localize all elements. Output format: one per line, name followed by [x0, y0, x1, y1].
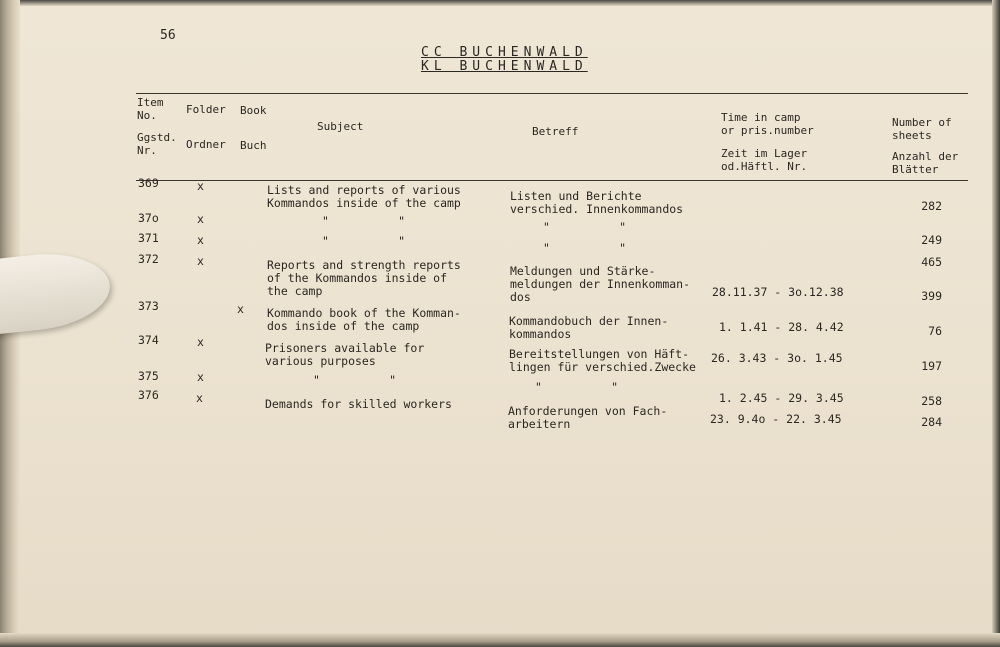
page-right-edge [992, 0, 1000, 647]
bookmark-tab [0, 247, 114, 337]
row-374-subject: Prisoners available for various purposes [265, 341, 425, 368]
row-369-folder: x [197, 179, 204, 193]
row-373-book: x [237, 302, 244, 316]
page-number: 56 [160, 28, 176, 43]
row-373-betreff: Kommandobuch der Innen- kommandos [509, 314, 669, 341]
header-folder-de: Ordner [186, 138, 226, 151]
page-bottom-edge [0, 633, 1000, 647]
page-top-edge [0, 0, 1000, 6]
row-376-item: 376 [138, 388, 159, 402]
row-375-time: 1. 2.45 - 29. 3.45 [719, 391, 844, 405]
header-sheets-en: Number of sheets [892, 116, 952, 142]
extra-sheets-value: 284 [921, 415, 942, 429]
row-372-subject: Reports and strength reports of the Kommandos inside of the camp [267, 258, 461, 298]
row-370-item: 37o [138, 211, 159, 225]
row-370-subject: " " [322, 214, 406, 228]
row-374-item: 374 [138, 333, 159, 347]
header-sheets-de: Anzahl der Blätter [892, 150, 959, 176]
row-372-betreff: Meldungen und Stärke- meldungen der Innenkomman- dos [510, 264, 691, 304]
row-369-sheets: 282 [921, 199, 942, 213]
row-374-folder: x [197, 335, 204, 349]
header-time-de: Zeit im Lager od.Häftl. Nr. [721, 147, 808, 173]
title-line-1: CC BUCHENWALD [421, 45, 588, 60]
row-376-sheets: 258 [921, 394, 942, 408]
row-371-item: 371 [138, 231, 159, 245]
header-folder-en: Folder [186, 103, 226, 116]
row-375-item: 375 [138, 369, 159, 383]
header-betreff: Betreff [532, 125, 579, 138]
row-372-folder: x [197, 254, 204, 268]
row-375-folder: x [197, 370, 204, 384]
header-book-de: Buch [240, 139, 267, 152]
row-373-sheets: 399 [921, 289, 942, 303]
row-372-item: 372 [138, 252, 159, 266]
row-375-sheets: 197 [921, 359, 942, 373]
row-376-betreff: Anforderungen von Fach- arbeitern [508, 404, 668, 431]
row-370-betreff: " " [543, 220, 627, 234]
header-time-en: Time in camp or pris.number [721, 111, 814, 137]
row-369-subject: Lists and reports of various Kommandos inside of the camp [267, 183, 461, 210]
row-375-subject: " " [313, 373, 397, 387]
row-372-time: 28.11.37 - 3o.12.38 [712, 285, 844, 299]
row-373-subject: Kommando book of the Komman- dos inside of the camp [267, 306, 461, 333]
header-bottom-rule [136, 180, 968, 181]
row-374-betreff: Bereitstellungen von Häft- lingen für verschied.Zwecke [509, 347, 696, 374]
row-372-sheets: 465 [921, 255, 942, 269]
header-subject: Subject [317, 120, 364, 133]
row-376-time: 23. 9.4o - 22. 3.45 [710, 412, 842, 426]
row-371-subject: " " [322, 234, 406, 248]
header-book-en: Book [240, 104, 267, 117]
row-374-sheets: 76 [928, 324, 942, 338]
header-item-en: Item No. [137, 96, 164, 122]
row-369-item: 369 [138, 176, 159, 190]
row-373-time: 1. 1.41 - 28. 4.42 [719, 320, 844, 334]
header-top-rule [136, 93, 968, 94]
row-374-time: 26. 3.43 - 3o. 1.45 [711, 351, 843, 365]
row-370-folder: x [197, 212, 204, 226]
row-376-folder: x [196, 391, 203, 405]
row-376-subject: Demands for skilled workers [265, 397, 452, 411]
row-371-folder: x [197, 233, 204, 247]
row-371-sheets: 249 [921, 233, 942, 247]
header-item-de: Ggstd. Nr. [137, 131, 177, 157]
row-373-item: 373 [138, 299, 159, 313]
row-369-betreff: Listen und Berichte verschied. Innenkommandos [510, 189, 684, 216]
title-line-2: KL BUCHENWALD [421, 59, 588, 74]
row-371-betreff: " " [543, 241, 627, 255]
row-375-betreff: " " [535, 380, 619, 394]
